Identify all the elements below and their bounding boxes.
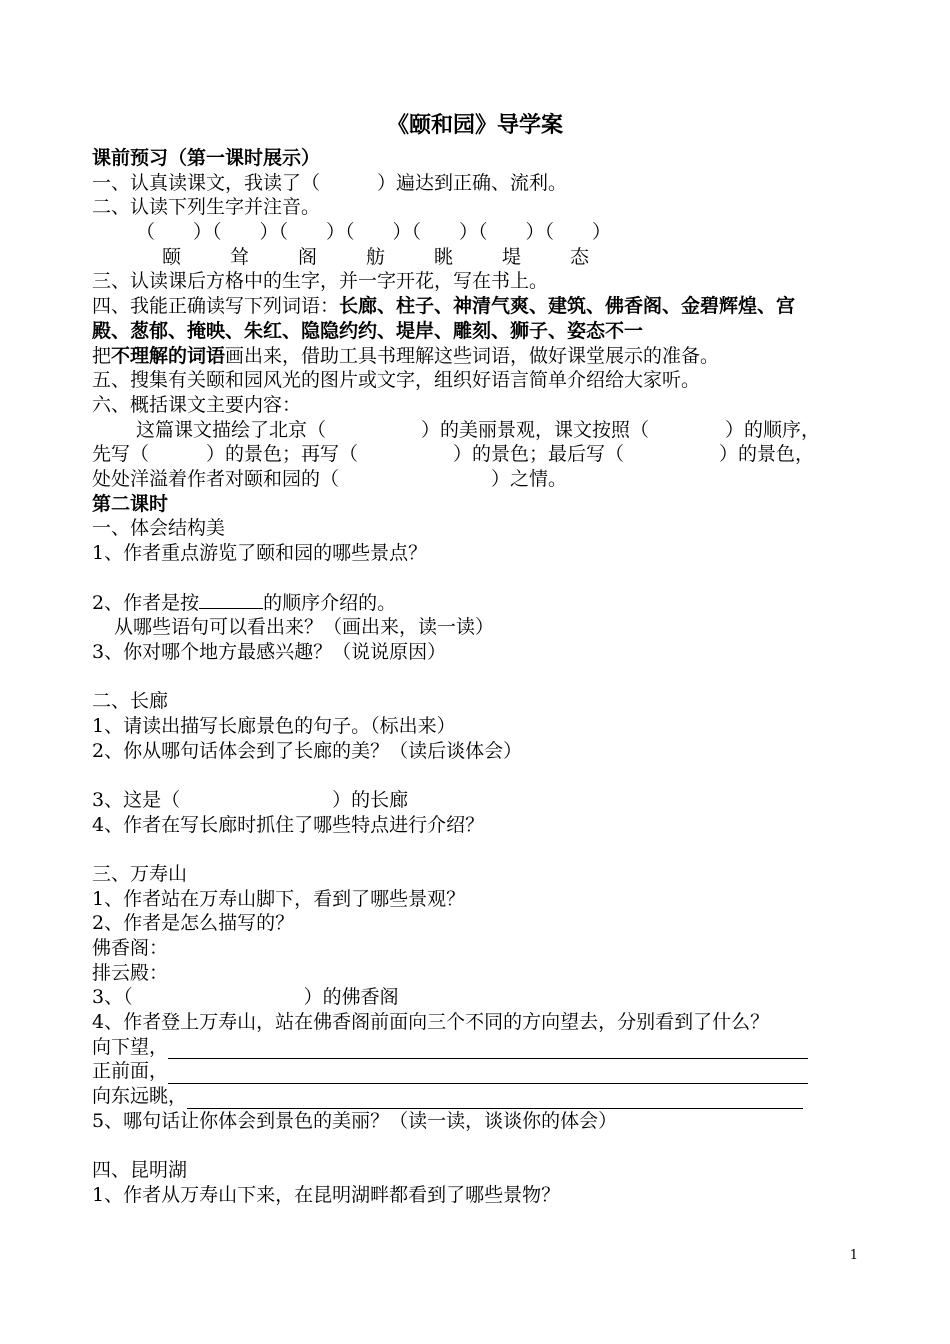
q4-words-2: 殿、葱郁、掩映、朱红、隐隐约约、堤岸、雕刻、狮子、姿态不一 <box>92 319 644 342</box>
lesson2-heading: 第二课时 <box>92 492 169 515</box>
q4-note-bold: 不理解的词语 <box>111 344 226 367</box>
s4-q1: 1、作者从万寿山下来，在昆明湖畔都看到了哪些景物？ <box>92 1183 561 1206</box>
s2-q4: 4、作者在写长廊时抓住了哪些特点进行介绍？ <box>92 813 485 836</box>
char-item: 堤 <box>502 245 522 268</box>
preview-q1: 一、认真读课文，我读了（ ）遍达到正确、流利。 <box>92 171 568 194</box>
char-item: 阁 <box>298 245 318 268</box>
answer-line <box>168 1063 808 1084</box>
char-item: 舫 <box>366 245 386 268</box>
char-item: 态 <box>570 245 590 268</box>
page-number: 1 <box>849 1248 858 1263</box>
preview-heading: 课前预习（第一课时展示） <box>92 147 321 169</box>
document-title: 《颐和园》导学案 <box>386 113 563 138</box>
s2-q2: 2、你从哪句话体会到了长廊的美？（读后谈体会） <box>92 739 523 762</box>
q4-note-prefix: 把 <box>92 344 112 367</box>
s2-q1: 1、请读出描写长廊景色的句子。（标出来） <box>92 714 456 737</box>
q6-line-3: 处处洋溢着作者对颐和园的（ ）之情。 <box>92 467 568 490</box>
char-item: 耸 <box>230 245 250 268</box>
q4-prefix: 四、我能正确读写下列词语： <box>92 295 340 318</box>
spacer <box>92 763 872 788</box>
s3-down-label: 向下望， <box>92 1035 169 1058</box>
preview-q4 <box>92 294 872 319</box>
answer-line <box>168 1038 808 1059</box>
spacer <box>92 837 872 862</box>
s1-q2-prefix: 2、作者是按 <box>92 592 200 615</box>
answer-line <box>187 1088 803 1109</box>
s3-front-label: 正前面， <box>92 1060 169 1083</box>
s3-q2: 2、作者是怎么描写的？ <box>92 912 295 935</box>
s3-east-label: 向东远眺， <box>92 1085 188 1108</box>
s1-q3: 3、你对哪个地方最感兴趣？（说说原因） <box>92 640 447 663</box>
q4-note <box>92 344 872 369</box>
spacer <box>92 566 872 591</box>
s3-q4: 4、作者登上万寿山，站在佛香阁前面向三个不同的方向望去，分别看到了什么？ <box>92 1011 770 1034</box>
section-3-title: 三、万寿山 <box>92 862 188 885</box>
q4-words-1: 长廊、柱子、神清气爽、建筑、佛香阁、金碧辉煌、宫 <box>339 295 796 318</box>
s3-east-row <box>92 1084 872 1109</box>
s3-q5: 5、哪句话让你体会到景色的美丽？（读一读，谈谈你的体会） <box>92 1109 618 1132</box>
q6-line-1: 这篇课文描绘了北京（ ）的美丽景观，课文按照（ ）的顺序， <box>136 418 821 441</box>
char-item: 颐 <box>162 245 182 268</box>
preview-q6: 六、概括课文主要内容： <box>92 393 302 416</box>
preview-q2: 二、认读下列生字并注音。 <box>92 196 321 219</box>
s3-foxiangge: 佛香阁： <box>92 937 169 959</box>
s3-front-row <box>92 1059 872 1084</box>
s3-q1: 1、作者站在万寿山脚下，看到了哪些景观？ <box>92 887 466 910</box>
q4-note-suffix: 画出来，借助工具书理解这些词语，做好课堂展示的准备。 <box>225 344 720 367</box>
section-1-title: 一、体会结构美 <box>92 517 226 540</box>
preview-q3: 三、认读课后方格中的生字，并一字开花，写在书上。 <box>92 270 549 293</box>
section-2-title: 二、长廊 <box>92 690 169 713</box>
document-body <box>92 146 872 1208</box>
preview-q5: 五、搜集有关颐和园风光的图片或文字，组织好语言简单介绍给大家听。 <box>92 369 701 392</box>
s2-q3: 3、这是（ ）的长廊 <box>92 788 409 811</box>
s3-down-row <box>92 1035 872 1060</box>
s3-q3: 3、（ ）的佛香阁 <box>92 986 399 1009</box>
s1-q1: 1、作者重点游览了颐和园的哪些景点？ <box>92 542 428 564</box>
spacer <box>92 1134 872 1159</box>
section-4-title: 四、昆明湖 <box>92 1159 188 1182</box>
s1-q2 <box>92 590 872 615</box>
spacer <box>92 664 872 689</box>
char-item: 眺 <box>434 245 454 268</box>
s1-q2-sub: 从哪些语句可以看出来？（画出来，读一读） <box>114 616 495 639</box>
character-row <box>92 245 872 270</box>
q6-line-2: 先写（ ）的景色；再写（ ）的景色；最后写（ ）的景色， <box>92 443 815 466</box>
s1-q2-suffix: 的顺序介绍的。 <box>263 592 397 615</box>
pinyin-blanks: （ ）（ ）（ ）（ ）（ ）（ ）（ ） <box>136 221 612 244</box>
order-blank <box>199 590 263 609</box>
s3-paiyundian: 排云殿： <box>92 961 169 984</box>
